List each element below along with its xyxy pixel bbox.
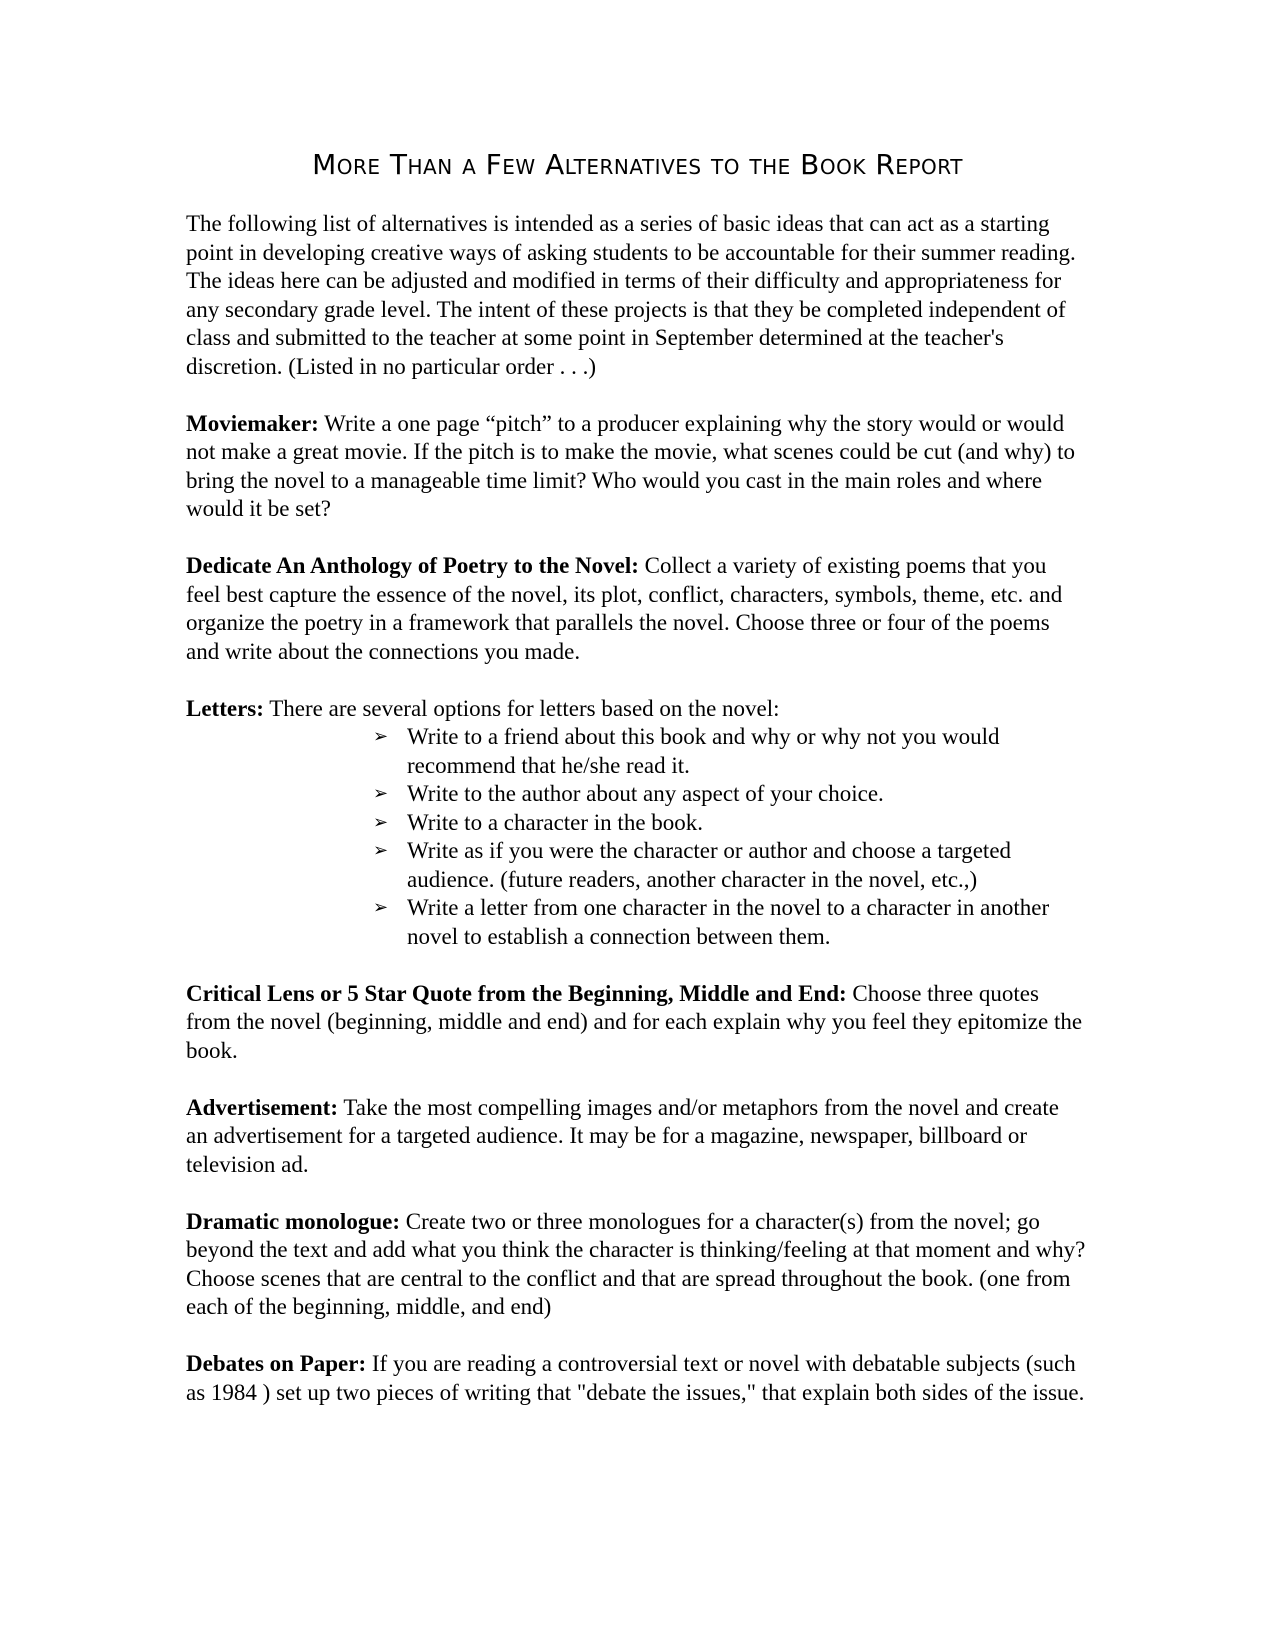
list-item-text: Write to a friend about this book and why or why not you would recommend that he/she read it. xyxy=(407,724,1000,778)
advertisement-section xyxy=(186,1094,1086,1180)
anthology-text: Collect a variety of existing poems that you feel best capture the essence of the novel, its plot, conflict, characters, symbols, theme, etc. and organize the poetry in a framework that parallels the novel. Choose three or four of the poems and write about the connections you made. xyxy=(186,553,1063,664)
debates-text: If you are reading a controversial text or novel with debatable subjects (such as 1984 ) set up two pieces of writing that "debate the issues," that explain both sides of the issue. xyxy=(186,1351,1085,1405)
critical-lens-section xyxy=(186,980,1086,1066)
critical-lens-label: Critical Lens or 5 Star Quote from the Beginning, Middle and End: xyxy=(186,980,847,1006)
arrow-bullet-icon: ➢ xyxy=(373,897,389,918)
list-item-text: Write a letter from one character in the novel to a character in another novel to establish a connection between them. xyxy=(407,895,1050,949)
intro-paragraph: The following list of alternatives is intended as a series of basic ideas that can act as a starting point in developing creative ways of asking students to be accountable for their summer reading. The ideas here can be adjusted and modified in terms of their difficulty and appropriateness for any secondary grade level. The intent of these projects is that they be completed independent of class and submitted to the teacher at some point in September determined at the teacher's discretion. (Listed in no particular order . . .) xyxy=(186,211,1076,379)
list-item xyxy=(371,894,1086,951)
list-item xyxy=(371,809,1086,838)
debates-section xyxy=(186,1350,1086,1407)
arrow-bullet-icon: ➢ xyxy=(373,840,389,861)
critical-lens-text: Choose three quotes from the novel (beginning, middle and end) and for each explain why you feel they epitomize the book. xyxy=(186,980,1083,1063)
document-body xyxy=(186,210,1086,1407)
list-item xyxy=(371,780,1086,809)
monologue-section xyxy=(186,1208,1086,1322)
list-item xyxy=(371,723,1086,780)
document-title: More Than a Few Alternatives to the Book Report xyxy=(312,148,963,181)
arrow-bullet-icon: ➢ xyxy=(373,726,389,747)
letters-list xyxy=(186,723,1086,951)
moviemaker-section xyxy=(186,410,1086,524)
list-item-text: Write to the author about any aspect of your choice. xyxy=(407,781,884,806)
letters-section xyxy=(186,695,1086,724)
list-item-text: Write as if you were the character or author and choose a targeted audience. (future readers, another character in the novel, etc.,) xyxy=(407,838,1012,892)
monologue-text: Create two or three monologues for a character(s) from the novel; go beyond the text and add what you think the character is thinking/feeling at that moment and why? Choose scenes that are central to the conflict and that are spread throughout the book. (one from each of the beginning, middle, and end) xyxy=(186,1208,1086,1319)
list-item xyxy=(371,837,1086,894)
letters-label: Letters: xyxy=(186,695,264,721)
letters-text: There are several options for letters based on the novel: xyxy=(263,695,780,721)
anthology-label: Dedicate An Anthology of Poetry to the Novel: xyxy=(186,553,639,578)
arrow-bullet-icon: ➢ xyxy=(373,811,389,833)
anthology-section xyxy=(186,552,1086,666)
arrow-bullet-icon: ➢ xyxy=(373,783,389,804)
list-item-text: Write to a character in the book. xyxy=(407,809,704,835)
advertisement-label: Advertisement: xyxy=(186,1094,339,1120)
advertisement-text: Take the most compelling images and/or metaphors from the novel and create an advertisement for a targeted audience. It may be for a magazine, newspaper, billboard or television ad. xyxy=(186,1094,1059,1177)
debates-label: Debates on Paper: xyxy=(186,1351,367,1376)
monologue-label: Dramatic monologue: xyxy=(186,1208,400,1234)
moviemaker-text: Write a one page “pitch” to a producer explaining why the story would or would not make a great movie. If the pitch is to make the movie, what scenes could be cut (and why) to bring the novel to a manageable time limit? Who would you cast in the main roles and where would it be set? xyxy=(186,410,1076,521)
moviemaker-label: Moviemaker: xyxy=(186,410,319,436)
